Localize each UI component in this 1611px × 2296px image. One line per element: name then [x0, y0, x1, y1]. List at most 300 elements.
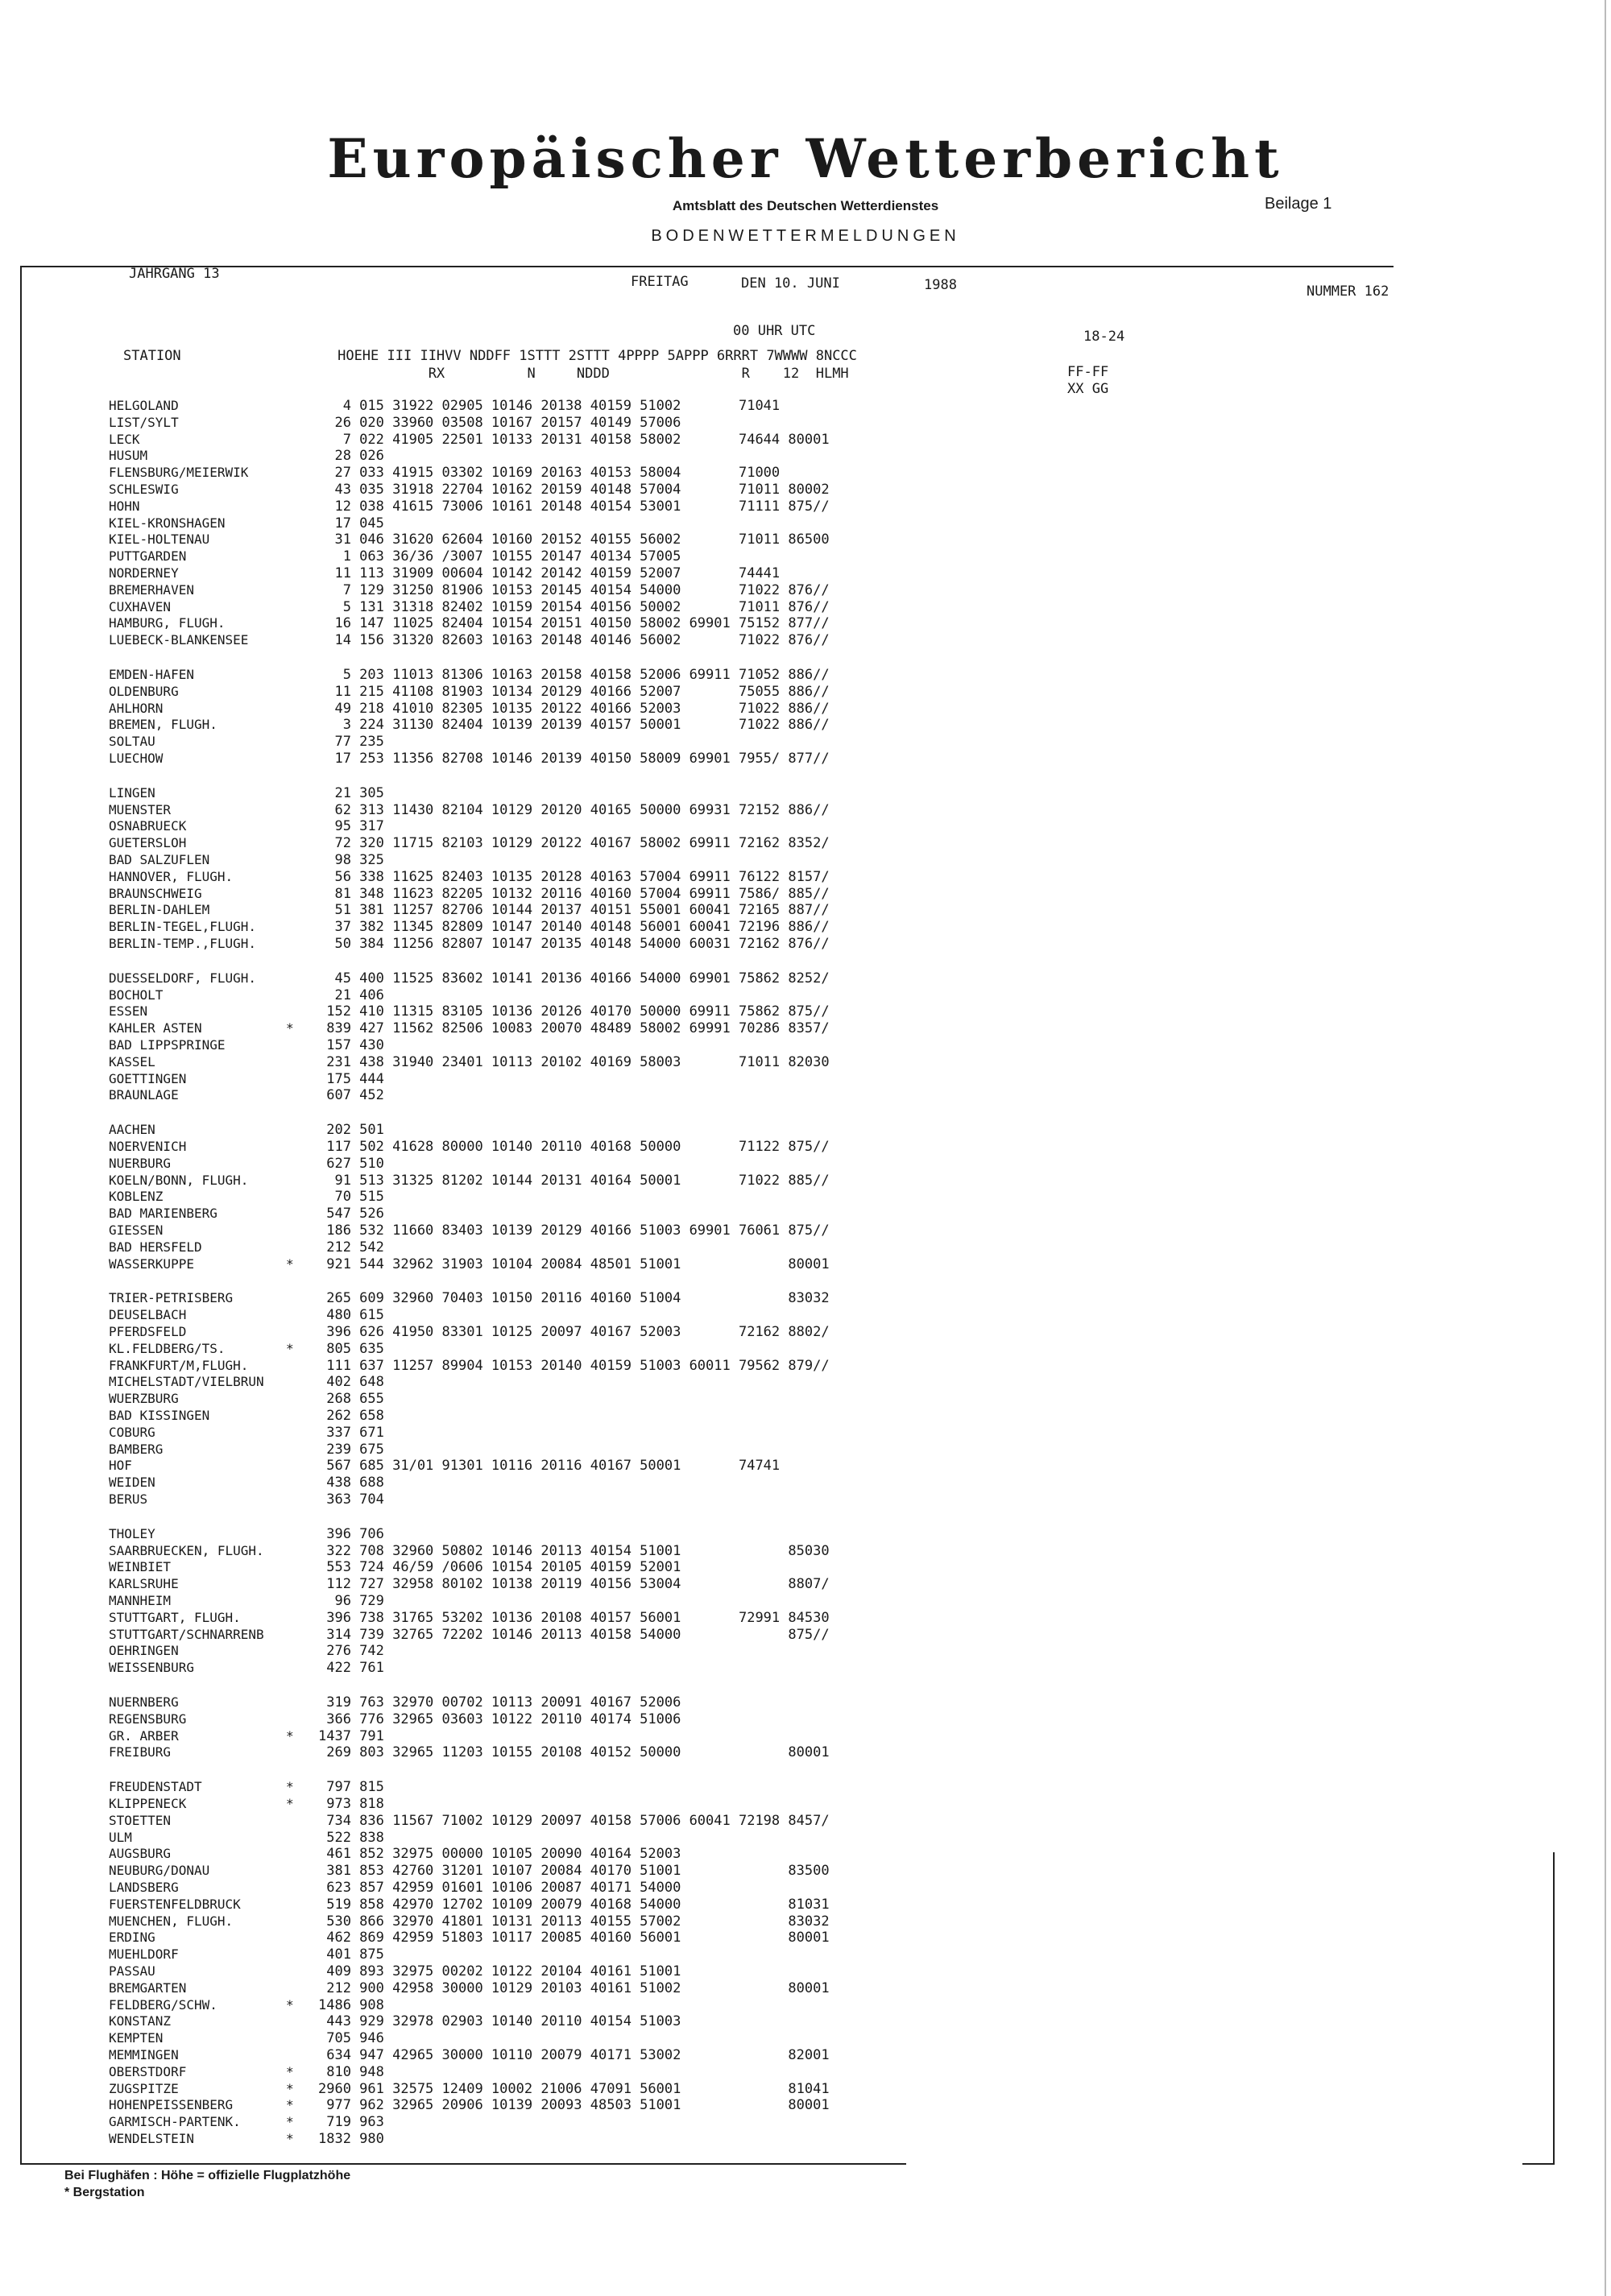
section-heading: BODENWETTERMELDUNGEN: [651, 227, 960, 245]
station-row: [0, 1054, 1128, 1070]
weekday-label: FREITAG: [631, 274, 689, 290]
station-name: HAMBURG, FLUGH.: [109, 615, 226, 631]
frame-top-rule: [20, 266, 1394, 267]
mountain-station-marker: *: [286, 1779, 294, 1794]
station-name: WASSERKUPPE: [109, 1256, 194, 1272]
station-report: 322 708 32960 50802 10146 20113 40154 51001 85030: [318, 1543, 830, 1559]
column-header-line1: STATION HOEHE III IIHVV NDDFF 1STTT 2STTT 4PPPP 5APPP 6RRRT 7WWWW 8NCCC: [123, 348, 857, 364]
station-name: HUSUM: [109, 448, 148, 463]
station-report: 396 626 41950 83301 10125 20097 40167 52003 72162 8802/: [318, 1324, 830, 1340]
station-row: [0, 936, 1128, 952]
station-report: 51 381 11257 82706 10144 20137 40151 55001 60041 72165 887//: [318, 902, 830, 918]
station-row: [0, 1139, 1128, 1155]
station-name: FREIBURG: [109, 1744, 172, 1760]
station-report: 734 836 11567 71002 10129 20097 40158 57006 60041 72198 8457/: [318, 1813, 830, 1829]
station-row: [0, 1694, 1128, 1711]
station-report: 70 515: [318, 1189, 384, 1205]
station-report: 45 400 11525 83602 10141 20136 40166 54000 69901 75862 8252/: [318, 970, 830, 987]
station-row: [0, 465, 1128, 481]
station-row: [0, 482, 1128, 498]
station-report: 7 022 41905 22501 10133 20131 40158 58002 74644 80001: [318, 432, 830, 448]
station-name: KOELN/BONN, FLUGH.: [109, 1173, 249, 1188]
station-name: NEUBURG/DONAU: [109, 1863, 210, 1878]
station-report: 480 615: [318, 1307, 384, 1323]
station-report: 186 532 11660 83403 10139 20129 40166 51003 69901 76061 875//: [318, 1222, 830, 1239]
station-row: [0, 852, 1128, 868]
station-report: 396 706: [318, 1526, 384, 1542]
station-row: [0, 1880, 1128, 1896]
station-name: FREUDENSTADT: [109, 1779, 202, 1794]
station-name: MUENSTER: [109, 802, 172, 817]
station-name: DUESSELDORF, FLUGH.: [109, 970, 257, 986]
station-report: 157 430: [318, 1037, 384, 1053]
station-row: [0, 2114, 1128, 2130]
station-row: [0, 548, 1128, 565]
station-report: 72 320 11715 82103 10129 20122 40167 58002 69911 72162 8352/: [318, 835, 830, 851]
station-name: OSNABRUECK: [109, 818, 187, 834]
station-row: [0, 1963, 1128, 1980]
station-report: 607 452: [318, 1087, 384, 1103]
station-report: 50 384 11256 82807 10147 20135 40148 54000 60031 72162 876//: [318, 936, 830, 952]
station-report: 461 852 32975 00000 10105 20090 40164 52003: [318, 1846, 681, 1862]
station-row: [0, 1593, 1128, 1609]
station-row: [0, 1458, 1128, 1474]
station-report: 810 948: [318, 2064, 384, 2080]
station-report: 49 218 41010 82305 10135 20122 40166 52003 71022 886//: [318, 701, 830, 717]
station-report: 268 655: [318, 1391, 384, 1407]
station-name: HELGOLAND: [109, 398, 179, 413]
station-name: NOERVENICH: [109, 1139, 187, 1154]
station-name: ZUGSPITZE: [109, 2081, 179, 2096]
station-name: FLENSBURG/MEIERWIK: [109, 465, 249, 480]
station-row: [0, 919, 1128, 935]
station-name: SCHLESWIG: [109, 482, 179, 497]
station-report: 839 427 11562 82506 10083 20070 48489 58002 69991 70286 8357/: [318, 1020, 830, 1036]
station-name: NUERNBERG: [109, 1694, 179, 1710]
station-name: THOLEY: [109, 1526, 155, 1541]
station-name: MANNHEIM: [109, 1593, 172, 1608]
station-name: BAD SALZUFLEN: [109, 852, 210, 867]
station-name: GOETTINGEN: [109, 1071, 187, 1086]
station-row: [0, 1189, 1128, 1205]
station-row: [0, 1206, 1128, 1222]
station-name: GIESSEN: [109, 1222, 164, 1238]
station-row: [0, 751, 1128, 767]
station-name: HOF: [109, 1458, 132, 1473]
station-report: 276 742: [318, 1643, 384, 1659]
station-row: [0, 1830, 1128, 1846]
station-report: 95 317: [318, 818, 384, 834]
station-report: 17 045: [318, 515, 384, 532]
station-name: KIEL-KRONSHAGEN: [109, 515, 226, 531]
station-name: WEIDEN: [109, 1475, 155, 1490]
station-report: 91 513 31325 81202 10144 20131 40164 50001 71022 885//: [318, 1173, 830, 1189]
station-row: [0, 1003, 1128, 1020]
station-row: [0, 1173, 1128, 1189]
station-row: [0, 1813, 1128, 1829]
mountain-station-marker: *: [286, 2131, 294, 2146]
station-name: OLDENBURG: [109, 684, 179, 699]
footnote-mountain: * Bergstation: [64, 2186, 145, 2199]
station-row: [0, 1071, 1128, 1087]
station-row: [0, 1358, 1128, 1374]
station-name: BRAUNLAGE: [109, 1087, 179, 1102]
station-name: AACHEN: [109, 1122, 155, 1137]
station-report: 262 658: [318, 1408, 384, 1424]
station-name: OEHRINGEN: [109, 1643, 179, 1658]
station-name: BAD HERSFELD: [109, 1239, 202, 1255]
station-report: 805 635: [318, 1341, 384, 1357]
station-report: 547 526: [318, 1206, 384, 1222]
station-row: [0, 2047, 1128, 2063]
frame-right-rule: [1553, 1852, 1555, 2165]
station-report: 11 113 31909 00604 10142 20142 40159 52007 74441: [318, 565, 781, 581]
station-report: 921 544 32962 31903 10104 20084 48501 51001 80001: [318, 1256, 830, 1272]
station-report: 438 688: [318, 1475, 384, 1491]
station-name: GR. ARBER: [109, 1728, 179, 1744]
station-report: 269 803 32965 11203 10155 20108 40152 50000 80001: [318, 1744, 830, 1760]
station-row: [0, 1913, 1128, 1930]
station-report: 3 224 31130 82404 10139 20139 40157 50001 71022 886//: [318, 717, 830, 733]
station-report: 319 763 32970 00702 10113 20091 40167 52006: [318, 1694, 681, 1711]
station-report: 265 609 32960 70403 10150 20116 40160 51004 83032: [318, 1290, 830, 1306]
station-row: [0, 701, 1128, 717]
station-report: 627 510: [318, 1156, 384, 1172]
supplement-label: Beilage 1: [1265, 195, 1332, 213]
station-row: [0, 532, 1128, 548]
mountain-station-marker: *: [286, 1020, 294, 1036]
mountain-station-marker: *: [286, 1997, 294, 2013]
station-row: [0, 684, 1128, 700]
station-row: [0, 432, 1128, 448]
station-name: ERDING: [109, 1930, 155, 1945]
station-report: 21 406: [318, 987, 384, 1003]
station-row: [0, 1980, 1128, 1996]
station-name: BERUS: [109, 1491, 148, 1507]
station-name: HOHN: [109, 499, 140, 514]
station-name: BERLIN-TEMP.,FLUGH.: [109, 936, 257, 951]
station-name: AHLHORN: [109, 701, 164, 716]
station-report: 977 962 32965 20906 10139 20093 48503 51001 80001: [318, 2097, 830, 2113]
station-name: BERLIN-TEGEL,FLUGH.: [109, 919, 257, 934]
station-report: 117 502 41628 80000 10140 20110 40168 50000 71122 875//: [318, 1139, 830, 1155]
station-row: [0, 1576, 1128, 1592]
station-report: 202 501: [318, 1122, 384, 1138]
station-row: [0, 515, 1128, 532]
station-row: [0, 1930, 1128, 1946]
station-report: 77 235: [318, 734, 384, 750]
station-name: KIEL-HOLTENAU: [109, 532, 210, 547]
station-report: 111 637 11257 89904 10153 20140 40159 51003 60011 79562 879//: [318, 1358, 830, 1374]
station-name: HOHENPEISSENBERG: [109, 2097, 234, 2112]
station-row: [0, 415, 1128, 431]
station-name: AUGSBURG: [109, 1846, 172, 1861]
station-report: 12 038 41615 73006 10161 20148 40154 53001 71111 875//: [318, 499, 830, 515]
station-name: WENDELSTEIN: [109, 2131, 194, 2146]
station-name: REGENSBURG: [109, 1711, 187, 1727]
station-report: 239 675: [318, 1442, 384, 1458]
station-row: [0, 1156, 1128, 1172]
mountain-station-marker: *: [286, 1341, 294, 1356]
station-row: [0, 1543, 1128, 1559]
station-name: GUETERSLOH: [109, 835, 187, 850]
station-row: [0, 869, 1128, 885]
station-report: 16 147 11025 82404 10154 20151 40150 58002 69901 75152 877//: [318, 615, 830, 631]
publisher-subtitle: Amtsblatt des Deutschen Wetterdienstes: [672, 198, 939, 213]
station-name: KLIPPENECK: [109, 1796, 187, 1811]
station-row: [0, 1374, 1128, 1390]
station-report: 409 893 32975 00202 10122 20104 40161 51001: [318, 1963, 681, 1980]
station-name: BREMGARTEN: [109, 1980, 187, 1996]
station-name: MUEHLDORF: [109, 1946, 179, 1962]
station-report: 5 131 31318 82402 10159 20154 40156 50002 71011 876//: [318, 599, 830, 615]
station-row: [0, 1222, 1128, 1239]
station-name: ESSEN: [109, 1003, 148, 1019]
station-report: 27 033 41915 03302 10169 20163 40153 58004 71000: [318, 465, 781, 481]
station-name: BREMERHAVEN: [109, 582, 194, 598]
station-row: [0, 1779, 1128, 1795]
station-name: PUTTGARDEN: [109, 548, 187, 564]
station-report: 623 857 42959 01601 10106 20087 40171 54000: [318, 1880, 681, 1896]
station-name: NORDERNEY: [109, 565, 179, 581]
period-label: 18-24: [1083, 329, 1125, 345]
station-row: [0, 2097, 1128, 2113]
station-report: 175 444: [318, 1071, 384, 1087]
station-row: [0, 448, 1128, 464]
station-row: [0, 1643, 1128, 1659]
station-report: 705 946: [318, 2030, 384, 2046]
station-row: [0, 2131, 1128, 2147]
station-report: 363 704: [318, 1491, 384, 1508]
station-report: 7 129 31250 81906 10153 20145 40154 54000 71022 876//: [318, 582, 830, 598]
station-name: BAD KISSINGEN: [109, 1408, 210, 1423]
station-row: [0, 2064, 1128, 2080]
station-report: 381 853 42760 31201 10107 20084 40170 51001 83500: [318, 1863, 830, 1879]
station-row: [0, 615, 1128, 631]
station-name: MUENCHEN, FLUGH.: [109, 1913, 234, 1929]
station-report: 31 046 31620 62604 10160 20152 40155 56002 71011 86500: [318, 532, 830, 548]
station-name: SAARBRUECKEN, FLUGH.: [109, 1543, 264, 1558]
station-name: BAD MARIENBERG: [109, 1206, 217, 1221]
station-row: [0, 1475, 1128, 1491]
station-name: PASSAU: [109, 1963, 155, 1979]
page-edge: [1605, 0, 1606, 2296]
station-report: 797 815: [318, 1779, 384, 1795]
station-name: BAD LIPPSPRINGE: [109, 1037, 226, 1053]
station-report: 96 729: [318, 1593, 384, 1609]
station-name: LUEBECK-BLANKENSEE: [109, 632, 249, 647]
mountain-station-marker: *: [286, 1728, 294, 1744]
station-name: BREMEN, FLUGH.: [109, 717, 217, 732]
station-report: 462 869 42959 51803 10117 20085 40160 56001 80001: [318, 1930, 830, 1946]
station-report: 314 739 32765 72202 10146 20113 40158 54000 875//: [318, 1627, 830, 1643]
station-report: 634 947 42965 30000 10110 20079 40171 53002 82001: [318, 2047, 830, 2063]
station-row: [0, 987, 1128, 1003]
mountain-station-marker: *: [286, 2081, 294, 2096]
station-name: FRANKFURT/M,FLUGH.: [109, 1358, 249, 1373]
station-row: [0, 802, 1128, 818]
station-row: [0, 1425, 1128, 1441]
station-row: [0, 398, 1128, 414]
station-report: 56 338 11625 82403 10135 20128 40163 57004 69911 76122 8157/: [318, 869, 830, 885]
station-name: MICHELSTADT/VIELBRUN: [109, 1374, 264, 1389]
station-name: GARMISCH-PARTENK.: [109, 2114, 241, 2129]
station-report: 5 203 11013 81306 10163 20158 40158 52006 69911 71052 886//: [318, 667, 830, 683]
station-report: 2960 961 32575 12409 10002 21006 47091 56001 81041: [318, 2081, 830, 2097]
station-name: WEINBIET: [109, 1559, 172, 1574]
station-name: FUERSTENFELDBRUCK: [109, 1897, 241, 1912]
mountain-station-marker: *: [286, 1796, 294, 1811]
station-report: 567 685 31/01 91301 10116 20116 40167 50001 74741: [318, 1458, 781, 1474]
station-row: [0, 1796, 1128, 1812]
station-row: [0, 1711, 1128, 1727]
station-row: [0, 1341, 1128, 1357]
station-name: KEMPTEN: [109, 2030, 164, 2046]
station-report: 152 410 11315 83105 10136 20126 40170 50000 69911 75862 875//: [318, 1003, 830, 1020]
station-row: [0, 1408, 1128, 1424]
station-name: STOETTEN: [109, 1813, 172, 1828]
station-name: ULM: [109, 1830, 132, 1845]
station-name: BRAUNSCHWEIG: [109, 886, 202, 901]
station-name: KONSTANZ: [109, 2013, 172, 2029]
station-report: 1437 791: [318, 1728, 384, 1744]
station-name: BAMBERG: [109, 1442, 164, 1457]
station-row: [0, 632, 1128, 648]
mountain-station-marker: *: [286, 2114, 294, 2129]
station-row: [0, 1946, 1128, 1963]
station-row: [0, 1526, 1128, 1542]
station-row: [0, 499, 1128, 515]
station-name: TRIER-PETRISBERG: [109, 1290, 234, 1305]
station-row: [0, 1324, 1128, 1340]
station-report: 112 727 32958 80102 10138 20119 40156 53004 8807/: [318, 1576, 830, 1592]
station-row: [0, 1307, 1128, 1323]
station-row: [0, 818, 1128, 834]
station-report: 1486 908: [318, 1997, 384, 2013]
station-report: 14 156 31320 82603 10163 20148 40146 56002 71022 876//: [318, 632, 830, 648]
volume-label: JAHRGANG 13: [129, 266, 220, 282]
year-label: 1988: [924, 277, 957, 293]
station-report: 11 215 41108 81903 10134 20129 40166 52007 75055 886//: [318, 684, 830, 700]
station-row: [0, 565, 1128, 581]
mountain-station-marker: *: [286, 2097, 294, 2112]
station-row: [0, 835, 1128, 851]
station-report: 973 818: [318, 1796, 384, 1812]
issue-number: NUMMER 162: [1307, 283, 1389, 300]
station-name: SOLTAU: [109, 734, 155, 749]
station-row: [0, 1997, 1128, 2013]
station-name: BERLIN-DAHLEM: [109, 902, 210, 917]
station-name: EMDEN-HAFEN: [109, 667, 194, 682]
station-report: 401 875: [318, 1946, 384, 1963]
mountain-station-marker: *: [286, 1256, 294, 1272]
station-row: [0, 902, 1128, 918]
station-report: 26 020 33960 03508 10167 20157 40149 57006: [318, 415, 681, 431]
station-name: LECK: [109, 432, 140, 447]
station-name: LIST/SYLT: [109, 415, 179, 430]
station-row: [0, 1559, 1128, 1575]
station-row: [0, 1256, 1128, 1272]
station-report: 719 963: [318, 2114, 384, 2130]
station-name: WUERZBURG: [109, 1391, 179, 1406]
station-name: COBURG: [109, 1425, 155, 1440]
station-name: KASSEL: [109, 1054, 155, 1069]
date-label: DEN 10. JUNI: [741, 275, 840, 292]
station-name: LINGEN: [109, 785, 155, 800]
station-row: [0, 734, 1128, 750]
station-row: [0, 785, 1128, 801]
station-report: 553 724 46/59 /0606 10154 20105 40159 52001: [318, 1559, 681, 1575]
station-report: 1832 980: [318, 2131, 384, 2147]
footnote-airport: Bei Flughäfen : Höhe = offizielle Flugplatzhöhe: [64, 2169, 351, 2182]
station-report: 396 738 31765 53202 10136 20108 40157 56001 72991 84530: [318, 1610, 830, 1626]
station-report: 443 929 32978 02903 10140 20110 40154 51003: [318, 2013, 681, 2029]
station-row: [0, 970, 1128, 987]
station-name: OBERSTDORF: [109, 2064, 187, 2079]
station-row: [0, 1744, 1128, 1760]
station-report: 366 776 32965 03603 10122 20110 40174 51006: [318, 1711, 681, 1727]
station-report: 28 026: [318, 448, 384, 464]
station-row: [0, 886, 1128, 902]
station-row: [0, 1290, 1128, 1306]
station-report: 17 253 11356 82708 10146 20139 40150 58009 69901 7955/ 877//: [318, 751, 830, 767]
frame-right-end-rule: [1522, 2163, 1555, 2165]
station-name: KL.FELDBERG/TS.: [109, 1341, 226, 1356]
station-name: LANDSBERG: [109, 1880, 179, 1895]
frame-bottom-rule: [20, 2163, 906, 2165]
station-row: [0, 1239, 1128, 1256]
station-report: 402 648: [318, 1374, 384, 1390]
station-report: 98 325: [318, 852, 384, 868]
station-row: [0, 2030, 1128, 2046]
station-name: STUTTGART/SCHNARRENB: [109, 1627, 264, 1642]
station-row: [0, 2081, 1128, 2097]
station-name: KAHLER ASTEN: [109, 1020, 202, 1036]
station-name: STUTTGART, FLUGH.: [109, 1610, 241, 1625]
station-row: [0, 1391, 1128, 1407]
station-row: [0, 1660, 1128, 1676]
station-row: [0, 667, 1128, 683]
station-report: 43 035 31918 22704 10162 20159 40148 57004 71011 80002: [318, 482, 830, 498]
station-row: [0, 1627, 1128, 1643]
station-report: 62 313 11430 82104 10129 20120 40165 50000 69931 72152 886//: [318, 802, 830, 818]
station-report: 530 866 32970 41801 10131 20113 40155 57002 83032: [318, 1913, 830, 1930]
station-name: FELDBERG/SCHW.: [109, 1997, 217, 2013]
station-report: 522 838: [318, 1830, 384, 1846]
station-report: 37 382 11345 82809 10147 20140 40148 56001 60041 72196 886//: [318, 919, 830, 935]
mountain-station-marker: *: [286, 2064, 294, 2079]
station-report: 422 761: [318, 1660, 384, 1676]
page-title: Europäischer Wetterbericht: [327, 127, 1284, 190]
station-row: [0, 1491, 1128, 1508]
column-header-line2: RX N NDDD R 12 HLMH: [123, 366, 849, 382]
station-report: 21 305: [318, 785, 384, 801]
station-row: [0, 1610, 1128, 1626]
station-row: [0, 1897, 1128, 1913]
observation-time: 00 UHR UTC: [733, 323, 816, 339]
station-row: [0, 582, 1128, 598]
station-report: 4 015 31922 02905 10146 20138 40159 51002 71041: [318, 398, 781, 414]
station-report: 1 063 36/36 /3007 10155 20147 40134 57005: [318, 548, 681, 565]
station-name: CUXHAVEN: [109, 599, 172, 614]
station-name: MEMMINGEN: [109, 2047, 179, 2062]
station-row: [0, 2013, 1128, 2029]
station-row: [0, 1037, 1128, 1053]
station-name: WEISSENBURG: [109, 1660, 194, 1675]
station-report: 212 900 42958 30000 10129 20103 40161 51002 80001: [318, 1980, 830, 1996]
station-row: [0, 599, 1128, 615]
station-report: 337 671: [318, 1425, 384, 1441]
